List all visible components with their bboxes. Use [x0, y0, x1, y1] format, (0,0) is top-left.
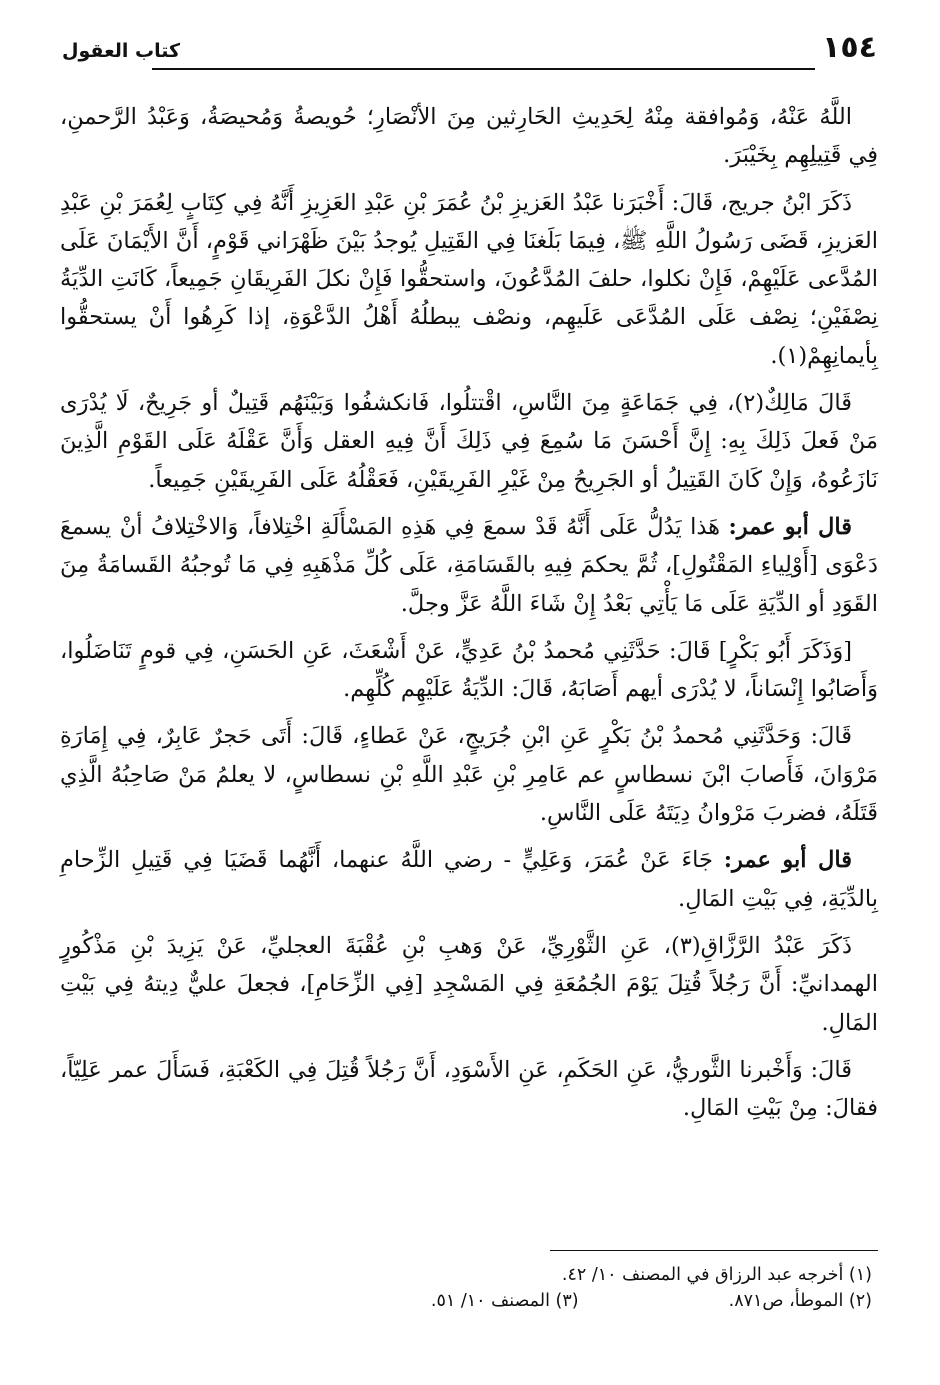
paragraph-lead: قال أبو عمر:	[728, 513, 852, 540]
footnote-row	[62, 1262, 872, 1288]
main-text	[60, 98, 878, 1136]
paragraph-lead: قال أبو عمر:	[723, 847, 852, 874]
paragraph	[60, 184, 878, 375]
paragraph	[60, 508, 878, 623]
footnote-3: (٣) المصنف ١٠/ ٥١.	[430, 1291, 579, 1311]
paragraph-text: قَالَ: وَأَخْبرنا الثَّوريُّ، عَنِ الحَكَمِ، عَنِ الأَسْوَدِ، أَنَّ رَجُلاً قُتِلَ فِي الكَعْبَةِ، فَسَأَلَ عمر عَلِيّاً، فقالَ: مِنْ بَيْتِ المَالِ.	[60, 1056, 878, 1122]
page-number: ١٥٤	[822, 30, 877, 65]
paragraph	[60, 841, 878, 918]
page-header	[62, 30, 877, 72]
paragraph	[60, 1051, 878, 1128]
footnotes	[62, 1262, 872, 1314]
footnote-separator	[550, 1250, 878, 1251]
paragraph-text: هَذا يَدُلُّ عَلَى أَنَّهُ قَدْ سمعَ فِي هَذِهِ المَسْأَلَةِ اخْتِلافاً، وَالاخْتِلافُ أنْ يسمعَ دَعْوَى [أَوْلِياءِ المَقْتُولِ]، ثُمَّ يحكمَ فِيهِ بالقَسَامَةِ، عَلَى كُلِّ مَذْهَبِهِ فِي مَا تُوجبُهُ القَسامَةُ مِنَ القَوَدِ أو الدِّيَةِ عَلَى مَا يَأْتِي بَعْدُ إِنْ شَاءَ اللَّهُ عَزَّ وجلَّ.	[60, 513, 878, 617]
paragraph	[60, 927, 878, 1042]
header-rule	[62, 68, 877, 70]
footnote-row	[62, 1288, 872, 1314]
book-title: كتاب العقول	[62, 40, 181, 62]
paragraph	[60, 717, 878, 832]
paragraph-text: جَاءَ عَنْ عُمَرَ، وَعَلِيٍّ - رضي اللَّهُ عنهما، أَنَّهُما قَضَيَا فِي قَتِيلِ الزِّحامِ بِالدِّيَةِ، فِي بَيْتِ المَالِ.	[60, 847, 878, 912]
paragraph-text: قَالَ: وَحَدَّثَنِي مُحمدُ بْنُ بَكْرٍ عَنِ ابْنِ جُرَيجٍ، عَنْ عَطاءٍ، قَالَ: أَتَى حَجرٌ عَابِرٌ، فِي إِمَارَةِ مَرْوَانَ، فَأَصابَ ابْنَ نسطاسٍ عم عَامِرِ بْنِ عَبْدِ اللَّهِ بْنِ نسطاسٍ، لا يعلمُ مَنْ صَاحِبُهُ الَّذِي قَتَلَهُ، فضربَ مَرْوانُ دِيَتَهُ عَلَى النَّاسِ.	[60, 723, 878, 827]
paragraph-text: اللَّهُ عَنْهُ، وَمُوافقة مِنْهُ لِحَدِيثِ الحَارِثين مِنَ الأنْصَارِ؛ حُويصةُ وَمُحيصَةُ، وَعَبْدُ الرَّحمنِ، فِي قَتِيلِهِم بِخَيْبَرَ.	[60, 104, 878, 169]
footnote-2: (٢) الموطأ، ص٨٧١.	[728, 1291, 872, 1311]
paragraph	[60, 384, 878, 499]
paragraph	[60, 632, 878, 709]
paragraph-text: قَالَ مَالِكٌ(٢)، فِي جَمَاعَةٍ مِنَ النَّاسِ، اقْتتلُوا، فَانكشفُوا وَبَيْنَهُم قَتِيلٌ أو جَرِيحٌ، لَا يُدْرَى مَنْ فَعلَ ذَلِكَ بِهِ: إِنَّ أَحْسَنَ مَا سُمِعَ فِي ذَلِكَ أَنَّ فِيهِ العقل وَأَنَّ عَقْلَهُ عَلَى القَوْمِ الَّذِينَ نَازَعُوهُ، وَإِنْ كَانَ القَتِيلُ أو الجَرِيحُ مِنْ غَيْرِ الفَرِيقَيْنِ، فَعَقْلُهُ عَلَى الفَرِيقَيْنِ جَمِيعاً.	[60, 390, 878, 493]
footnote-1: (١) أخرجه عبد الرزاق في المصنف ١٠/ ٤٢.	[561, 1265, 872, 1285]
paragraph-text: [وَذَكَرَ أَبُو بَكْرٍ] قَالَ: حَدَّثَنِي مُحمدُ بْنُ عَدِيٍّ، عَنْ أَشْعَثَ، عَنِ الحَسَنِ، فِي قومٍ تَنَاضَلُوا، وَأَصَابُوا إِنْسَاناً، لا يُدْرَى أيهم أَصَابَهُ، قَالَ: الدِّيَةُ عَلَيْهِم كُلِّهِم.	[60, 637, 878, 703]
paragraph	[60, 98, 878, 175]
paragraph-text: ذَكَرَ ابْنُ جريج، قَالَ: أَخْبَرَنا عَبْدُ العَزيزِ بْنُ عُمَرَ بْنِ عَبْدِ العَزِيزِ أَنَّهُ فِي كِتَابٍ لِعُمَرَ بْنِ عَبْدِ العَزيزِ، قَضَى رَسُولُ اللَّهِ ﷺ، فِيمَا بَلَغنَا فِي القَتِيلِ يُوجدُ بَيْنَ ظَهْرَاني قَوْمٍ، أَنَّ الأَيْمَانَ عَلَى المُدَّعى عَلَيْهِمْ، فَإِنْ نكلوا، حلفَ المُدَّعُونَ، واستحقُّوا فَإِنْ نكلَ الفَرِيقَانِ جَمِيعاً، كَانَتِ الدِّيَةُ نِصْفَيْنِ؛ نِصْف عَلَى المُدَّعَى عَلَيهِم، ونصْف يبطلُهُ أَهْلُ الدَّعْوَةِ، إذا كَرِهُوا أَنْ يستحقُّوا بِأيمانِهِمْ(١).	[60, 189, 878, 369]
paragraph-text: ذَكَرَ عَبْدُ الرَّزَّاقِ(٣)، عَنِ الثَّوْرِيِّ، عَنْ وَهبِ بْنِ عُقْبَةَ العجليِّ، عَنْ يَزِيدَ بْنِ مَذْكُورٍ الهمدانيِّ: أَنَّ رَجُلاً قُتِلَ يَوْمَ الجُمُعَةِ فِي المَسْجِدِ [فِي الزِّحَامِ]، فجعلَ عليٌّ دِيتهُ فِي بَيْتِ المَالِ.	[60, 932, 878, 1036]
